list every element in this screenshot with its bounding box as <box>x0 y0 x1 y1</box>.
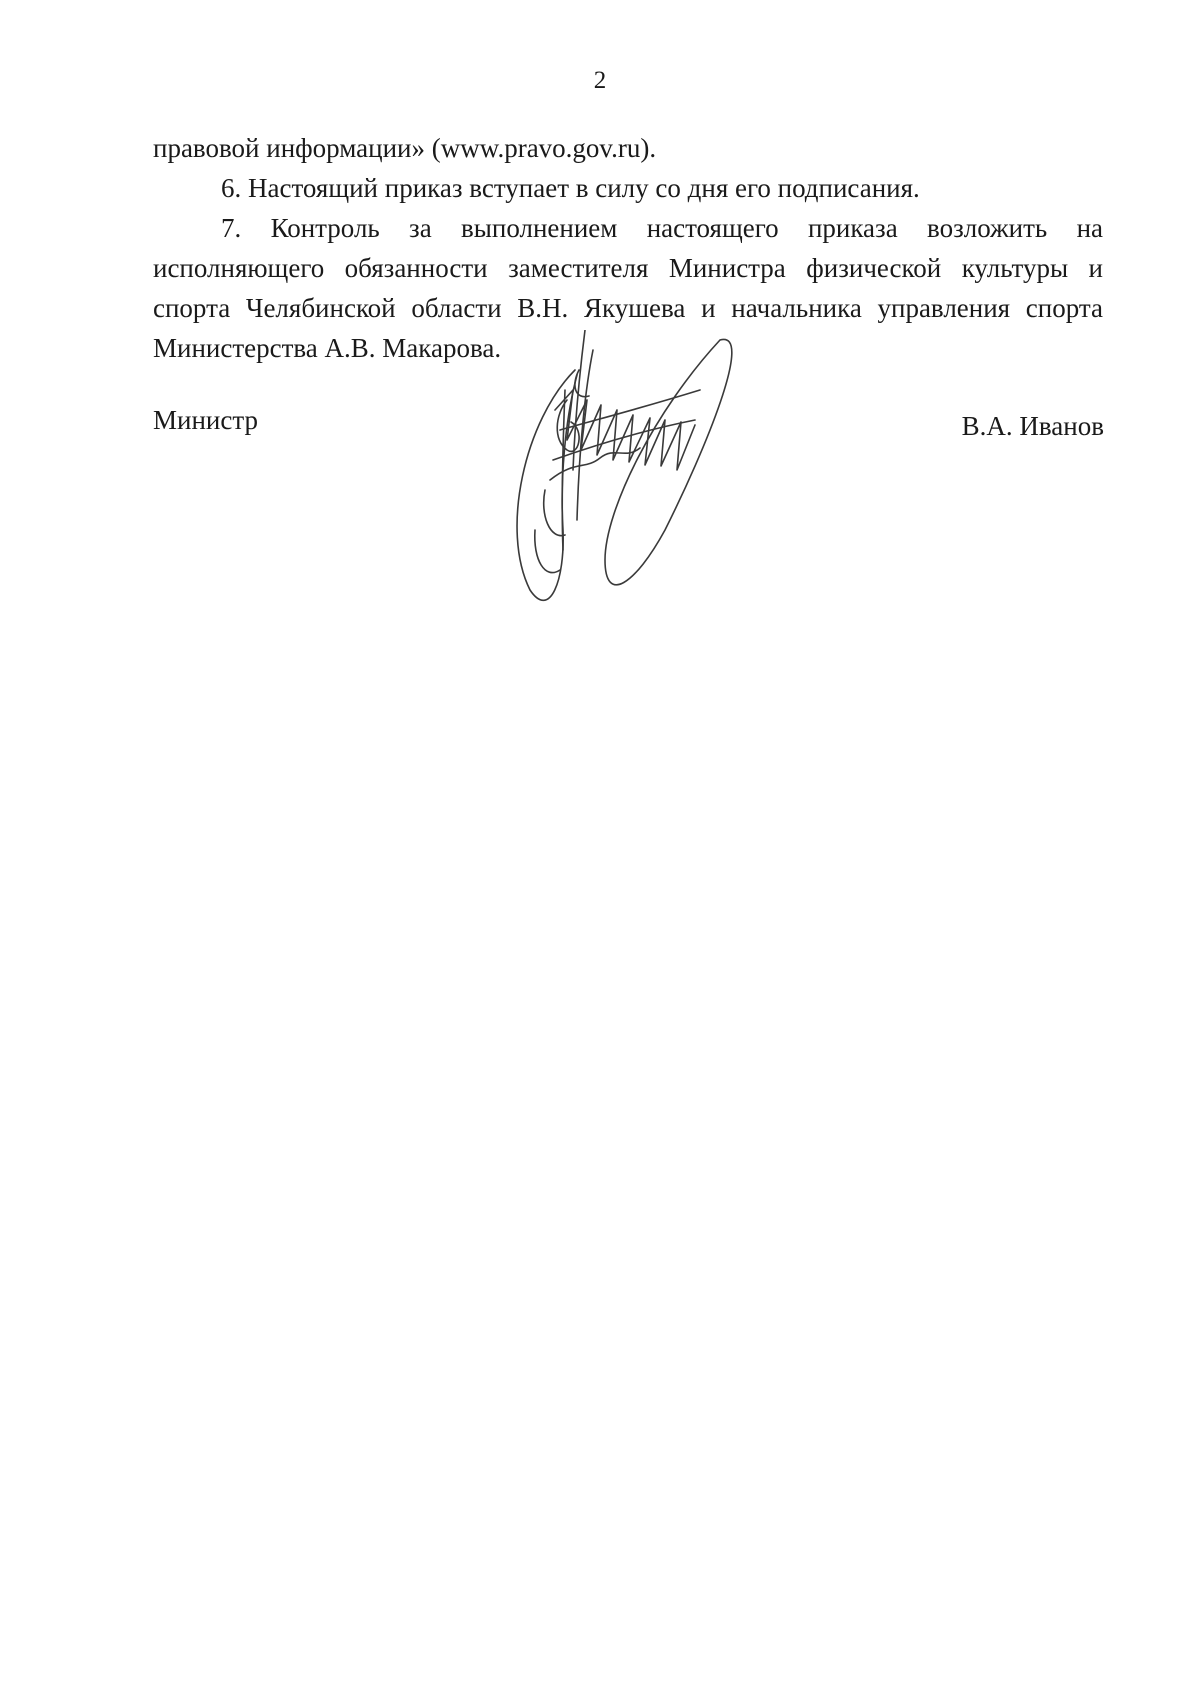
signatory-name: В.А. Иванов <box>961 411 1104 441</box>
paragraph-item-7: 7. Контроль за выполнением настоящего приказа возложить на исполняющего обязанности заместителя Министра физической культуры и спорта Челябинской области В.Н. Якушева и начальника управления спорта Министерства А.В. Макарова. <box>153 213 1103 363</box>
paragraph-continuation: правовой информации» (www.pravo.gov.ru). <box>153 133 657 163</box>
page-number: 2 <box>593 67 607 94</box>
signatory-role: Министр <box>153 405 258 435</box>
handwritten-signature-icon <box>505 330 765 620</box>
paragraph-item-6: 6. Настоящий приказ вступает в силу со дня его подписания. <box>221 173 920 203</box>
